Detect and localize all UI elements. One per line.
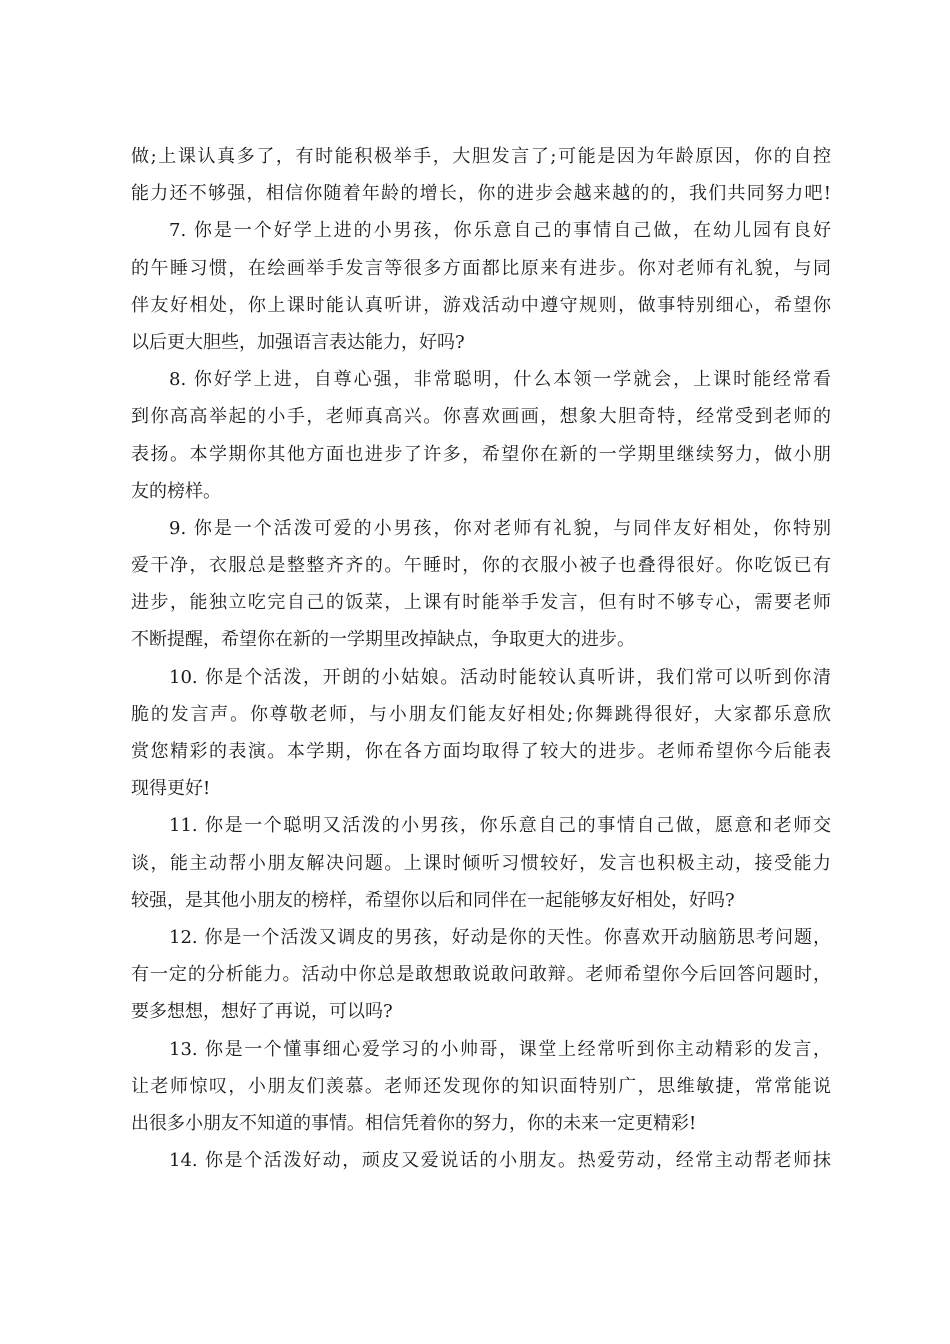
paragraph-first-line: 12. 你是一个活泼又调皮的男孩，好动是你的天性。你喜欢开动脑筋思考问题， — [169, 926, 831, 948]
paragraph-first-line: 11. 你是一个聪明又活泼的小男孩，你乐意自己的事情自己做，愿意和老师交 — [169, 815, 831, 837]
paragraph-line: 以后更大胆些，加强语言表达能力，好吗? — [131, 331, 465, 353]
paragraph-first-line: 8. 你好学上进，自尊心强，非常聪明，什么本领一学就会，上课时能经常看 — [169, 369, 831, 391]
paragraph-line: 脆的发言声。你尊敬老师，与小朋友们能友好相处;你舞跳得很好，大家都乐意欣 — [131, 703, 831, 725]
paragraph-line: 现得更好! — [131, 778, 211, 800]
paragraph-line: 伴友好相处，你上课时能认真听讲，游戏活动中遵守规则，做事特别细心，希望你 — [131, 294, 831, 316]
document-body — [131, 138, 831, 1179]
paragraph-first-line: 9. 你是一个活泼可爱的小男孩，你对老师有礼貌，与同伴友好相处，你特别 — [169, 517, 831, 539]
paragraph-line: 要多想想，想好了再说，可以吗? — [131, 1001, 393, 1023]
paragraph-line: 出很多小朋友不知道的事情。相信凭着你的努力，你的未来一定更精彩! — [131, 1112, 697, 1134]
paragraph-line: 表扬。本学期你其他方面也进步了许多，希望你在新的一学期里继续努力，做小朋 — [131, 443, 831, 465]
paragraph-line: 较强，是其他小朋友的榜样，希望你以后和同伴在一起能够友好相处，好吗? — [131, 889, 735, 911]
paragraph-line: 爱干净，衣服总是整整齐齐的。午睡时，你的衣服小被子也叠得很好。你吃饭已有 — [131, 555, 831, 577]
paragraph-line: 不断提醒，希望你在新的一学期里改掉缺点，争取更大的进步。 — [131, 629, 635, 651]
paragraph-line: 做;上课认真多了，有时能积极举手，大胆发言了;可能是因为年龄原因，你的自控 — [131, 146, 831, 167]
paragraph-first-line: 14. 你是个活泼好动，顽皮又爱说话的小朋友。热爱劳动，经常主动帮老师抹 — [169, 1150, 831, 1172]
paragraph-line: 谈，能主动帮小朋友解决问题。上课时倾听习惯较好，发言也积极主动，接受能力 — [131, 852, 831, 874]
paragraph-line: 让老师惊叹，小朋友们羡慕。老师还发现你的知识面特别广，思维敏捷，常常能说 — [131, 1075, 831, 1097]
paragraph-line: 能力还不够强，相信你随着年龄的增长，你的进步会越来越的的，我们共同努力吧! — [131, 183, 831, 205]
paragraph-line: 到你高高举起的小手，老师真高兴。你喜欢画画，想象大胆奇特，经常受到老师的 — [131, 406, 831, 428]
paragraph-line: 有一定的分析能力。活动中你总是敢想敢说敢问敢辩。老师希望你今后回答问题时， — [131, 964, 831, 986]
paragraph-line: 进步，能独立吃完自己的饭菜，上课有时能举手发言，但有时不够专心，需要老师 — [131, 592, 831, 614]
paragraph-first-line: 10. 你是个活泼，开朗的小姑娘。活动时能较认真听讲，我们常可以听到你清 — [169, 666, 831, 688]
paragraph-line: 友的榜样。 — [131, 480, 221, 502]
paragraph-line: 的午睡习惯，在绘画举手发言等很多方面都比原来有进步。你对老师有礼貌，与同 — [131, 257, 831, 279]
paragraph-first-line: 13. 你是一个懂事细心爱学习的小帅哥，课堂上经常听到你主动精彩的发言， — [169, 1038, 831, 1060]
paragraph-first-line: 7. 你是一个好学上进的小男孩，你乐意自己的事情自己做，在幼儿园有良好 — [169, 220, 831, 242]
paragraph-line: 赏您精彩的表演。本学期，你在各方面均取得了较大的进步。老师希望你今后能表 — [131, 741, 831, 762]
